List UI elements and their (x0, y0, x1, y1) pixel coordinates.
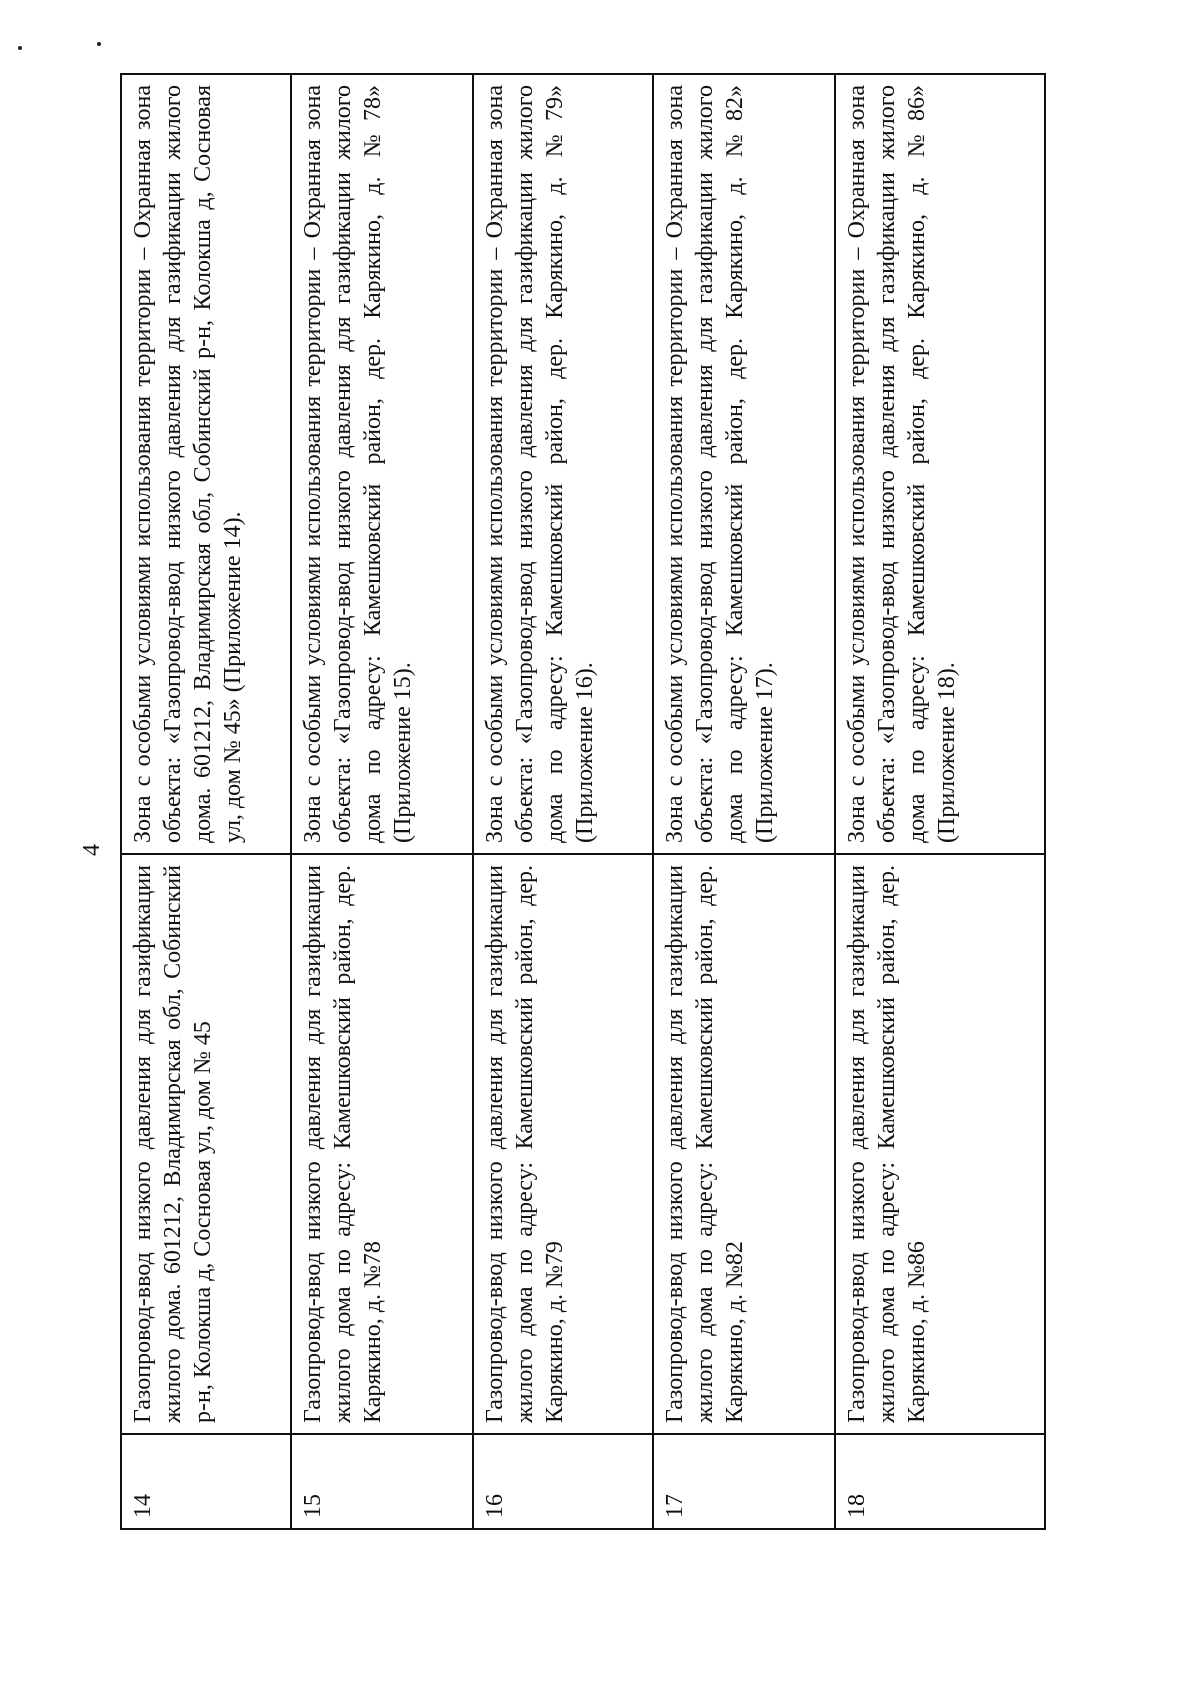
scan-speck (18, 46, 22, 50)
zone-description: Зона с особыми условиями использования территории – Охранная зона объекта: «Газопровод-ввод низкого давления для газификации жилого дома по адресу: Камешковский район, дер. Карякино, д. №86» (Приложение 18). (835, 74, 1045, 854)
row-number: 14 (121, 1434, 291, 1529)
object-description: Газопровод-ввод низкого давления для газификации жилого дома по адресу: Камешковский район, дер. Карякино, д. №79 (473, 854, 653, 1434)
row-number: 15 (291, 1434, 473, 1529)
row-number: 16 (473, 1434, 653, 1529)
zone-description: Зона с особыми условиями использования территории – Охранная зона объекта: «Газопровод-ввод низкого давления для газификации жилого дома по адресу: Камешковский район, дер. Карякино, д. №82» (Приложение 17). (653, 74, 835, 854)
page-number: 4 (79, 844, 105, 856)
zones-table (120, 73, 1046, 1530)
table-row (291, 74, 473, 1529)
object-description: Газопровод-ввод низкого давления для газификации жилого дома по адресу: Камешковский район, дер. Карякино, д. №78 (291, 854, 473, 1434)
table-row (473, 74, 653, 1529)
zone-description: Зона с особыми условиями использования территории – Охранная зона объекта: «Газопровод-ввод низкого давления для газификации жилого дома по адресу: Камешковский район, дер. Карякино, д. №78» (Приложение 15). (291, 74, 473, 854)
row-number: 17 (653, 1434, 835, 1529)
scan-speck (97, 42, 101, 46)
object-description: Газопровод-ввод низкого давления для газификации жилого дома по адресу: Камешковский район, дер. Карякино, д. №82 (653, 854, 835, 1434)
table-row (835, 74, 1045, 1529)
table-row (653, 74, 835, 1529)
zone-description: Зона с особыми условиями использования территории – Охранная зона объекта: «Газопровод-ввод низкого давления для газификации жилого дома. 601212, Владимирская обл, Собинский р-н, Колокша д, Сосновая ул, дом № 45» (Приложение 14). (121, 74, 291, 854)
table-row (121, 74, 291, 1529)
object-description: Газопровод-ввод низкого давления для газификации жилого дома по адресу: Камешковский район, дер. Карякино, д. №86 (835, 854, 1045, 1434)
object-description: Газопровод-ввод низкого давления для газификации жилого дома. 601212, Владимирская обл, Собинский р-н, Колокша д, Сосновая ул, дом № 45 (121, 854, 291, 1434)
zone-description: Зона с особыми условиями использования территории – Охранная зона объекта: «Газопровод-ввод низкого давления для газификации жилого дома по адресу: Камешковский район, дер. Карякино, д. №79» (Приложение 16). (473, 74, 653, 854)
row-number: 18 (835, 1434, 1045, 1529)
